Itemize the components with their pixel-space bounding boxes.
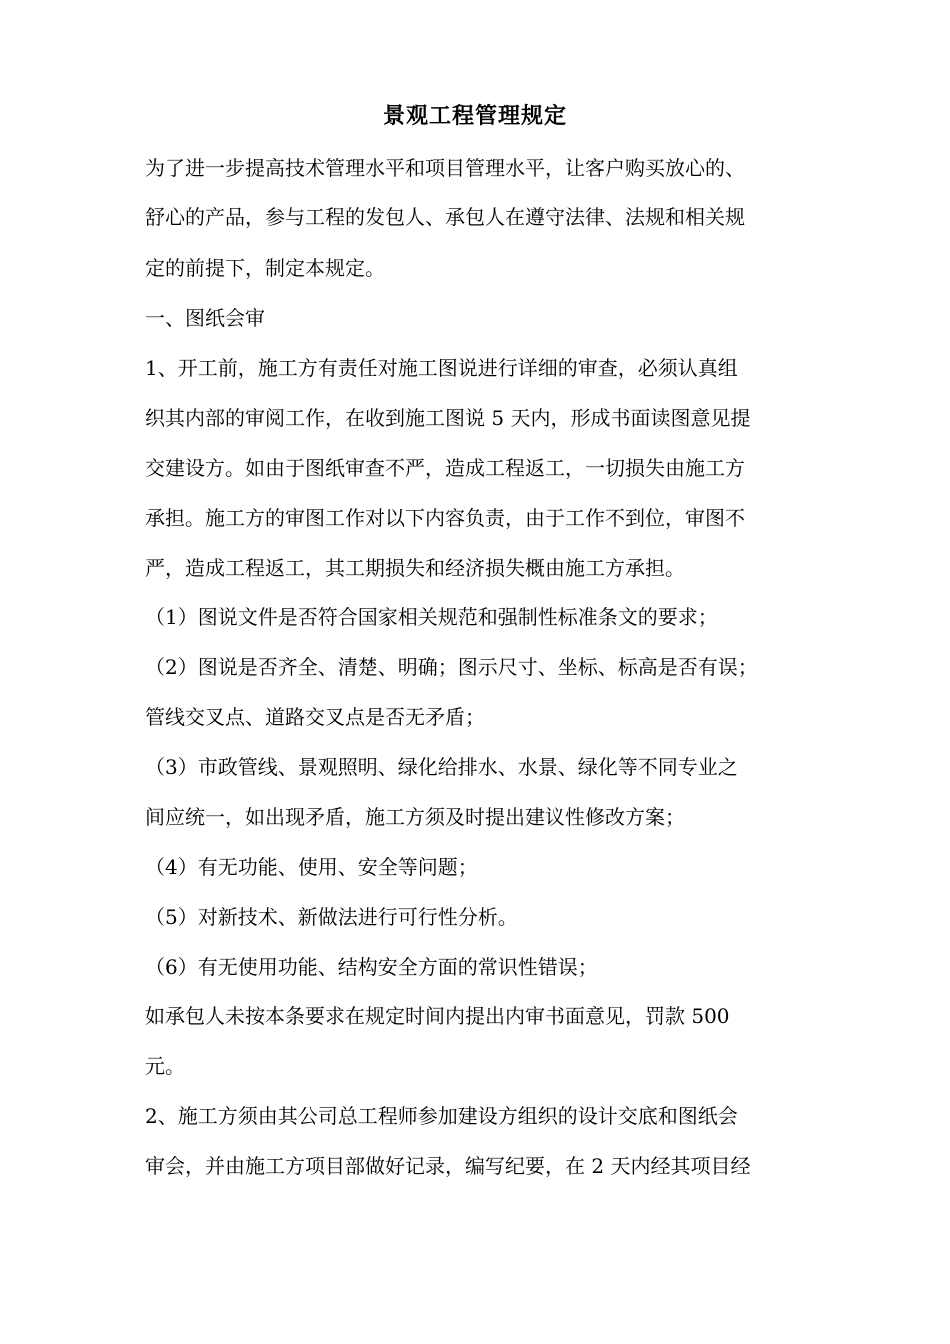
- list-item-2: （2）图说是否齐全、清楚、明确；图示尺寸、坐标、标高是否有误；: [145, 655, 758, 679]
- text-line-3: 定的前提下，制定本规定。: [145, 256, 385, 280]
- text-line-20: 2、施工方须由其公司总工程师参加建设方组织的设计交底和图纸会: [145, 1104, 738, 1128]
- text-line-7: 交建设方。如由于图纸审查不严，造成工程返工，一切损失由施工方: [145, 456, 745, 480]
- text-line-5: 1、开工前，施工方有责任对施工图说进行详细的审查，必须认真组: [145, 356, 738, 380]
- section-heading-1: 一、图纸会审: [145, 306, 265, 330]
- list-item-1: （1）图说文件是否符合国家相关规范和强制性标准条文的要求；: [145, 605, 718, 629]
- text-line-2: 舒心的产品，参与工程的发包人、承包人在遵守法律、法规和相关规: [145, 205, 745, 229]
- list-item-4: （4）有无功能、使用、安全等问题；: [145, 855, 478, 879]
- list-item-6: （6）有无使用功能、结构安全方面的常识性错误；: [145, 955, 598, 979]
- list-item-3: （3）市政管线、景观照明、绿化给排水、水景、绿化等不同专业之: [145, 755, 738, 779]
- document-title: 景观工程管理规定: [382, 103, 567, 129]
- text-line-9: 严，造成工程返工，其工期损失和经济损失概由施工方承担。: [145, 556, 685, 580]
- list-item-5: （5）对新技术、新做法进行可行性分析。: [145, 905, 518, 929]
- text-line-1: 为了进一步提高技术管理水平和项目管理水平，让客户购买放心的、: [145, 156, 745, 180]
- text-line-18: 如承包人未按本条要求在规定时间内提出内审书面意见，罚款 500: [145, 1004, 730, 1028]
- text-line-21: 审会，并由施工方项目部做好记录，编写纪要，在 2 天内经其项目经: [145, 1154, 751, 1178]
- text-line-19: 元。: [145, 1054, 185, 1078]
- text-line-6: 织其内部的审阅工作，在收到施工图说 5 天内，形成书面读图意见提: [145, 406, 751, 430]
- text-line-8: 承担。施工方的审图工作对以下内容负责，由于工作不到位，审图不: [145, 506, 745, 530]
- text-line-12: 管线交叉点、道路交叉点是否无矛盾；: [145, 705, 485, 729]
- text-line-14: 间应统一，如出现矛盾，施工方须及时提出建议性修改方案；: [145, 805, 685, 829]
